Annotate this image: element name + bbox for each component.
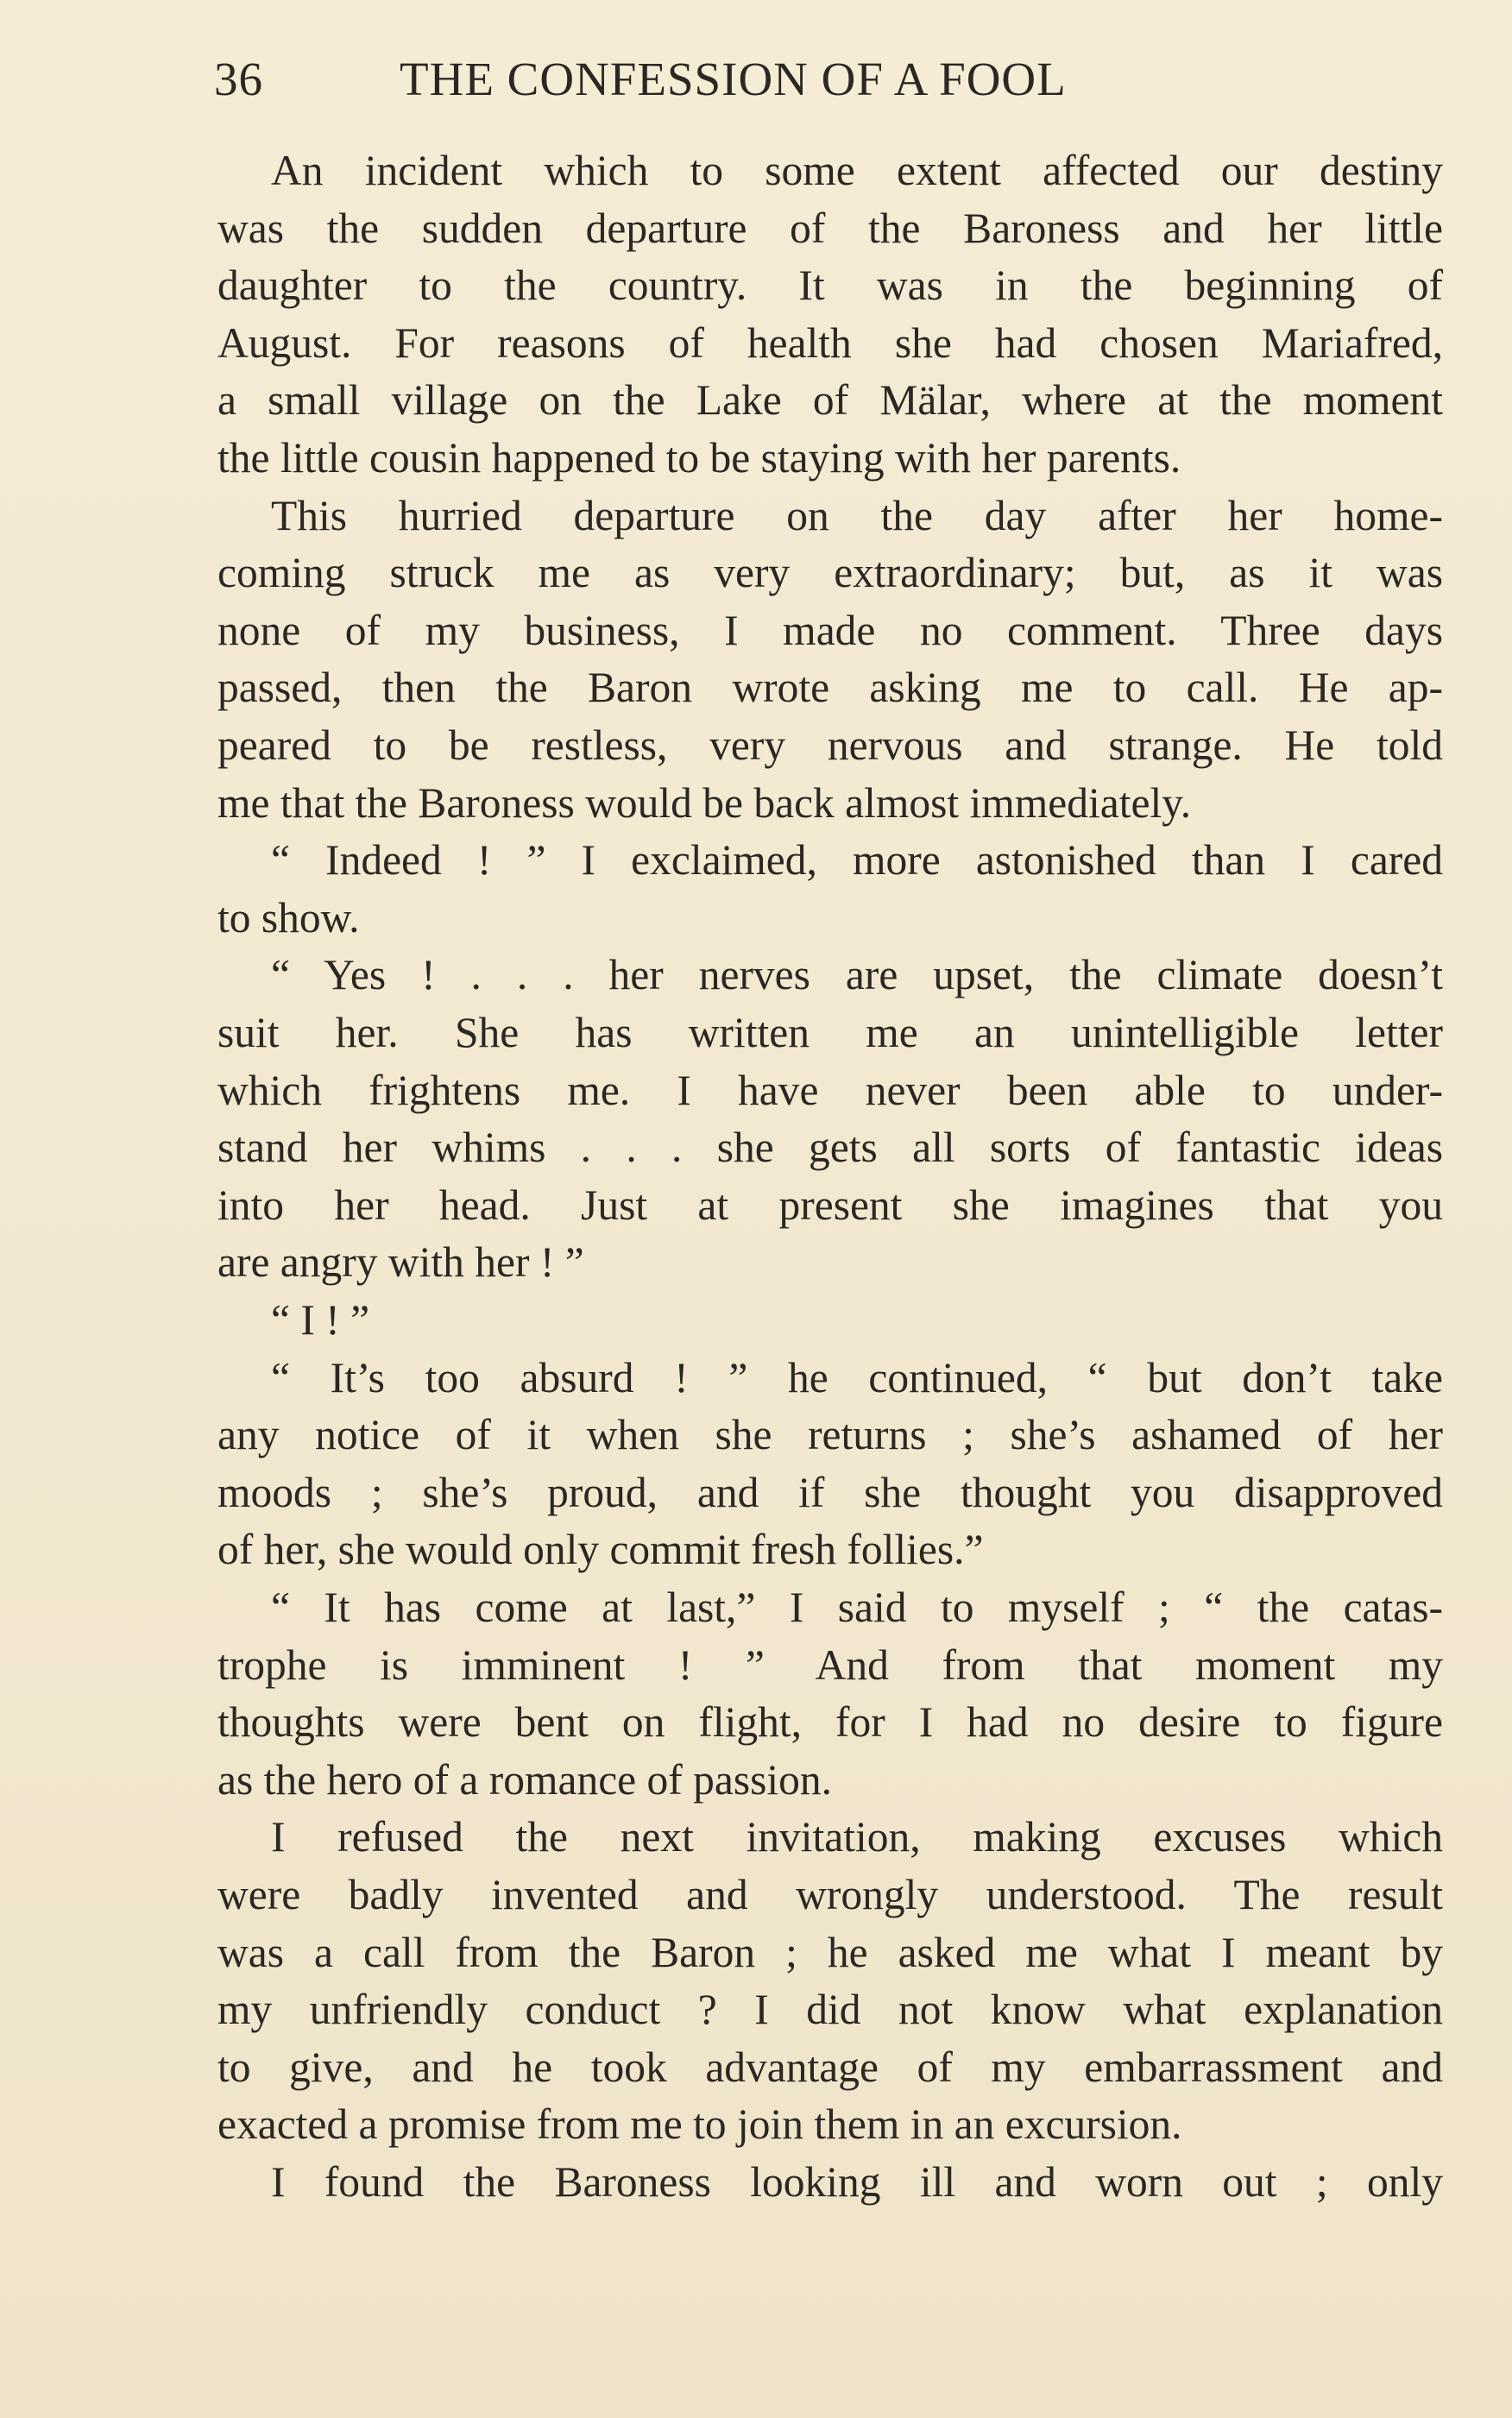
text-line: was the sudden departure of the Baroness and her little (217, 204, 1443, 252)
text-line: were badly invented and wrongly understood. The result (217, 1871, 1443, 1918)
text-line: my unfriendly conduct ? I did not know what explanation (217, 1986, 1443, 2034)
page-header (214, 45, 1448, 114)
text-line: I refused the next invitation, making excuses which (271, 1813, 1443, 1861)
text-line: I found the Baroness looking ill and worn out ; only (271, 2158, 1443, 2206)
text-line: of her, she would only commit fresh follies.” (217, 1526, 984, 1574)
text-line: any notice of it when she returns ; she’s ashamed of her (217, 1411, 1443, 1459)
text-line: daughter to the country. It was in the beginning of (217, 261, 1443, 310)
text-line: coming struck me as very extraordinary; but, as it was (217, 549, 1443, 597)
text-line: exacted a promise from me to join them in an excursion. (217, 2100, 1182, 2149)
text-line: thoughts were bent on flight, for I had no desire to figure (217, 1698, 1443, 1747)
text-line: August. For reasons of health she had chosen Mariafred, (217, 318, 1443, 367)
text-line: a small village on the Lake of Mälar, where at the moment (217, 376, 1443, 425)
text-line: are angry with her ! ” (217, 1238, 584, 1287)
text-line: suit her. She has written me an unintelligible letter (217, 1009, 1443, 1056)
text-line: moods ; she’s proud, and if she thought you disapproved (217, 1468, 1443, 1516)
text-line: the little cousin happened to be staying with her parents. (217, 434, 1181, 482)
text-line: stand her whims . . . she gets all sorts of fantastic ideas (217, 1124, 1443, 1172)
text-line: as the hero of a romance of passion. (217, 1755, 832, 1804)
text-line: An incident which to some extent affected our destiny (271, 147, 1443, 194)
text-line: “ Yes ! . . . her nerves are upset, the climate doesn’t (271, 951, 1443, 999)
text-line: which frightens me. I have never been able to under- (217, 1066, 1443, 1114)
text-line: “ It has come at last,” I said to myself ; “ the catas- (271, 1584, 1443, 1631)
text-line: passed, then the Baron wrote asking me to call. He ap- (217, 664, 1443, 712)
text-line: “ It’s too absurd ! ” he continued, “ but don’t take (271, 1353, 1443, 1401)
running-title: THE CONFESSION OF A FOOL (400, 53, 1067, 105)
text-line: “ Indeed ! ” I exclaimed, more astonished than I cared (271, 836, 1443, 885)
text-line: me that the Baroness would be back almost immediately. (217, 778, 1192, 827)
text-line: “ I ! ” (271, 1296, 370, 1344)
text-line: This hurried departure on the day after her home- (271, 491, 1443, 539)
text-line: to give, and he took advantage of my embarrassment and (217, 2043, 1443, 2091)
text-line: peared to be restless, very nervous and strange. He told (217, 721, 1443, 769)
text-line: trophe is imminent ! ” And from that moment my (217, 1640, 1443, 1689)
page-number: 36 (214, 53, 263, 105)
text-line: to show. (217, 893, 360, 941)
text-line: was a call from the Baron ; he asked me what I meant by (217, 1928, 1443, 1976)
text-line: into her head. Just at present she imagines that you (217, 1181, 1443, 1229)
text-line: none of my business, I made no comment. Three days (217, 606, 1443, 654)
